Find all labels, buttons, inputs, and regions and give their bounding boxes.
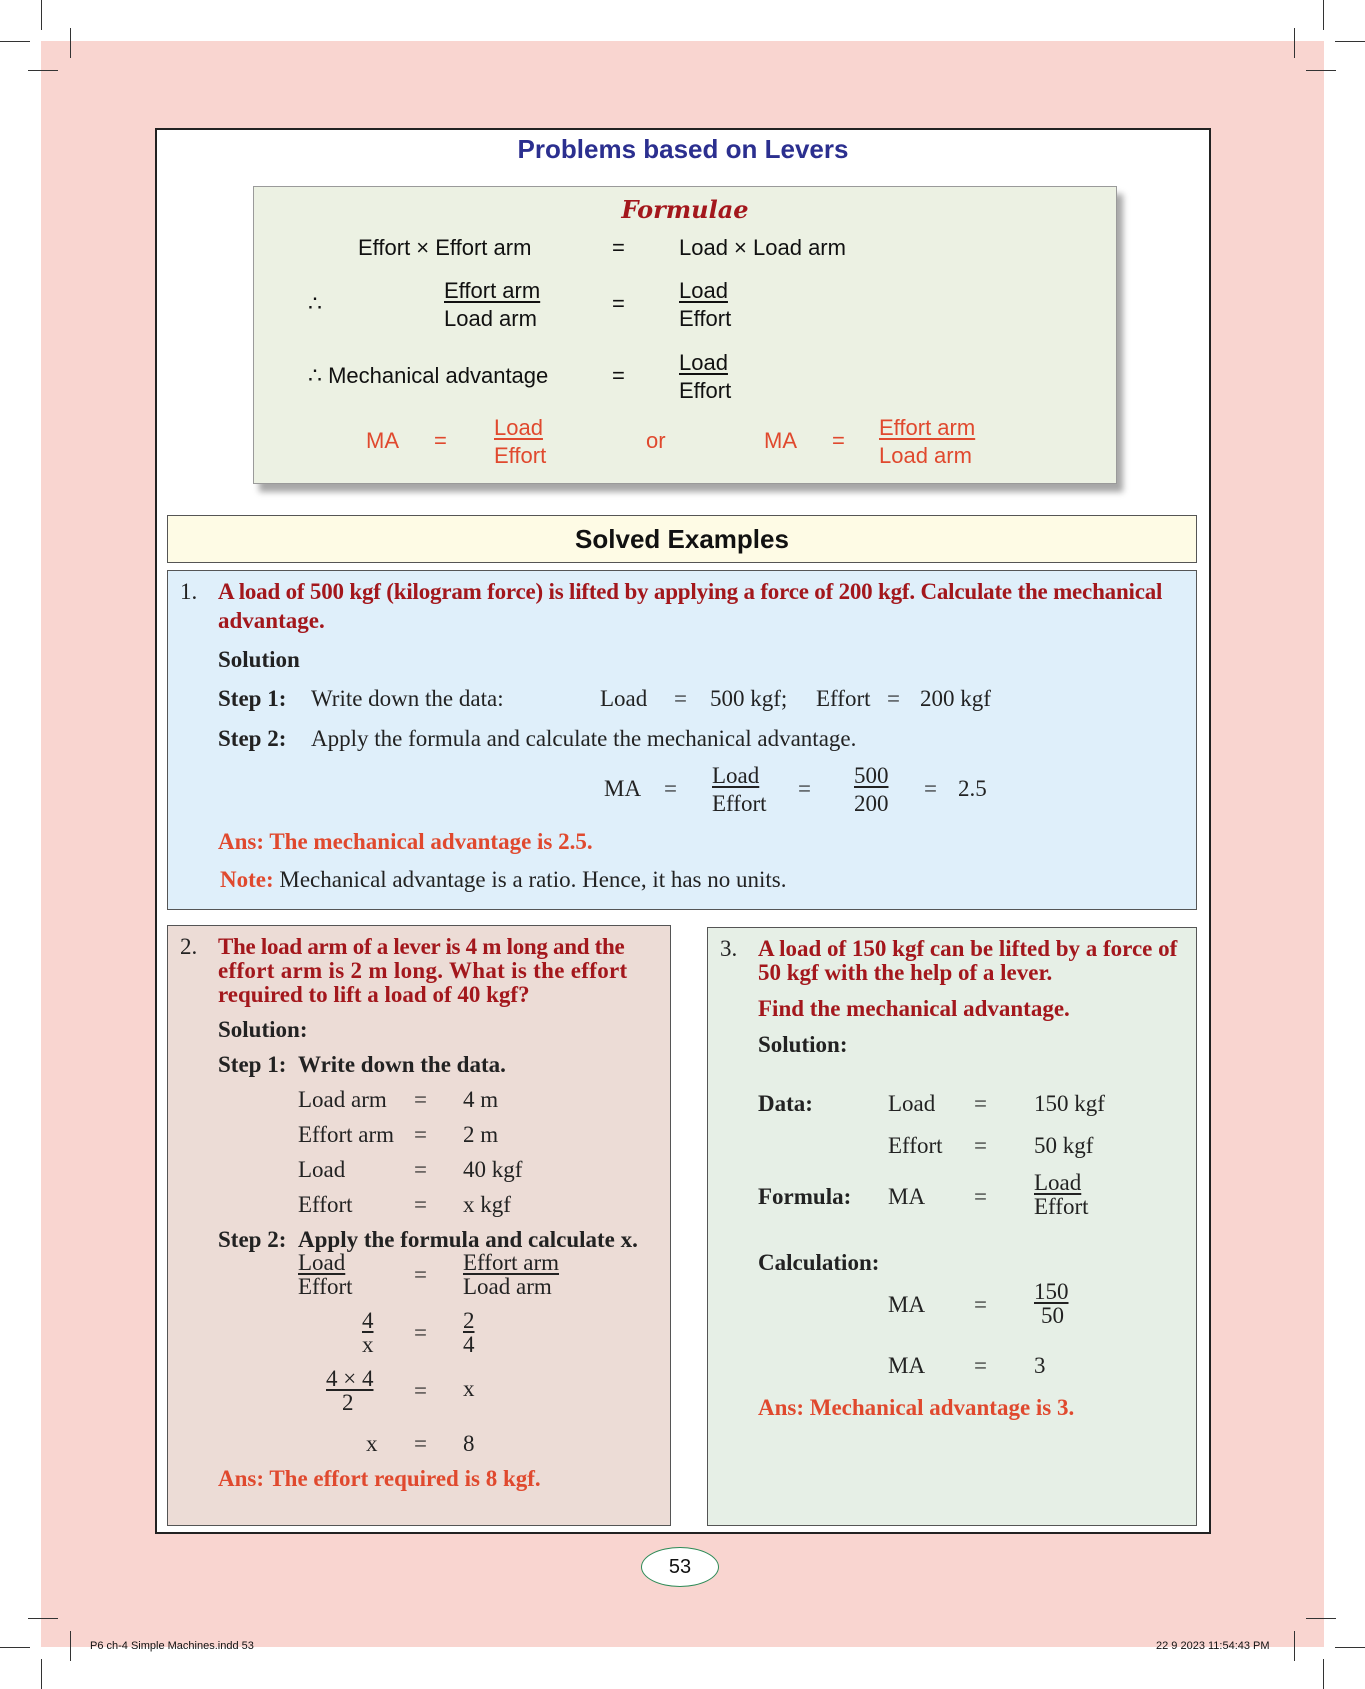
example-1-note [220, 867, 787, 893]
crop-mark [1323, 0, 1324, 30]
ex2-eq1-rden: Load arm [463, 1274, 552, 1299]
note-label: Note: [220, 867, 274, 892]
crop-mark [28, 70, 58, 71]
ex1-data-load-val: 500 kgf; [710, 686, 788, 711]
ma-label-1: MA [366, 428, 399, 453]
ex2-data-eq: = [414, 1157, 427, 1182]
ex3-calc2-value: 3 [1034, 1353, 1046, 1378]
example-1-number: 1. [180, 579, 198, 604]
ex2-eq1-lnum: Load [298, 1250, 346, 1275]
ex2-eq3-lden: 2 [342, 1390, 354, 1415]
ex1-data-effort-val: 200 kgf [920, 686, 991, 711]
page-number: 53 [641, 1547, 719, 1587]
ex2-data-value: 2 m [463, 1122, 499, 1147]
ex3-formula-num: Load [1034, 1170, 1082, 1195]
ex2-data-value: 40 kgf [463, 1157, 523, 1182]
ex3-formula-eq: = [974, 1184, 987, 1209]
crop-mark [41, 0, 42, 30]
ex3-data-value: 150 kgf [1034, 1091, 1105, 1116]
ex1-calc-den1: Effort [712, 791, 767, 816]
ex2-eq2-rden: 4 [463, 1332, 475, 1357]
ex1-calc-eq1: = [664, 776, 677, 801]
crop-mark [1306, 70, 1336, 71]
example-1-step2-label: Step 2: [218, 726, 287, 751]
example-3-question-line2: 50 kgf with the help of a lever. [758, 960, 1053, 985]
ex2-eq1-eq: = [414, 1262, 427, 1287]
crop-mark [70, 1631, 71, 1661]
crop-mark [1335, 41, 1365, 42]
formula-line2-rden: Effort [679, 306, 732, 331]
ex3-data-eq: = [974, 1091, 987, 1116]
ex2-data-value: x kgf [463, 1192, 511, 1217]
example-3-number: 3. [720, 936, 738, 961]
ex3-data-label: Load [888, 1091, 936, 1116]
crop-mark [1294, 1631, 1295, 1661]
ex1-calc-result: 2.5 [958, 776, 987, 801]
example-1-question-line2: advantage. [218, 608, 325, 633]
formulae-heading: Formulae [621, 195, 749, 224]
ex3-calc2-eq: = [974, 1353, 987, 1378]
example-2-question-line2: effort arm is 2 m long. What is the effort [218, 958, 628, 983]
ex2-eq1-lden: Effort [298, 1274, 353, 1299]
formula-line3-eq: = [612, 363, 625, 388]
ex2-data-eq: = [414, 1122, 427, 1147]
ex3-data-value: 50 kgf [1034, 1133, 1094, 1158]
example-1-box [167, 570, 1197, 910]
ex1-calc-eq3: = [924, 776, 937, 801]
ex2-eq2-lnum: 4 [362, 1308, 374, 1333]
ma-label-2: MA [764, 428, 797, 453]
formula-line2-eq: = [612, 291, 625, 316]
example-3-answer: Ans: Mechanical advantage is 3. [758, 1395, 1075, 1420]
ex2-data-label: Effort [298, 1192, 353, 1217]
crop-mark [1306, 1618, 1336, 1619]
formula-line3-left: ∴ Mechanical advantage [308, 363, 549, 388]
ma-eq-2: = [832, 428, 845, 453]
ex3-formula-den: Effort [1034, 1194, 1089, 1219]
ex1-calc-eq2: = [798, 776, 811, 801]
ex2-eq2-lden: x [362, 1332, 374, 1357]
ex1-data-load: Load [600, 686, 648, 711]
example-2-answer: Ans: The effort required is 8 kgf. [218, 1466, 541, 1491]
crop-mark [70, 28, 71, 58]
ex2-eq3-eq: = [414, 1378, 427, 1403]
ex1-calc-num1: Load [712, 763, 760, 788]
example-3-solution: Solution: [758, 1032, 848, 1057]
ex3-data-label: Effort [888, 1133, 943, 1158]
example-2-question-line3: required to lift a load of 40 kgf? [218, 982, 530, 1007]
ex3-data-eq: = [974, 1133, 987, 1158]
example-2-question-line1: The load arm of a lever is 4 m long and the [218, 934, 625, 959]
formula-line1-eq: = [612, 235, 625, 260]
example-1-question-line1: A load of 500 kgf (kilogram force) is lifted by applying a force of 200 kgf. Calculate the mechanical [218, 579, 1163, 604]
slug-file-info: P6 ch-4 Simple Machines.indd 53 [90, 1640, 254, 1652]
crop-mark [0, 1647, 30, 1648]
ma-eq-1: = [434, 428, 447, 453]
ex3-calc1-eq: = [974, 1292, 987, 1317]
ex2-eq4-left: x [366, 1431, 378, 1456]
slug-timestamp: 22 9 2023 11:54:43 PM [1156, 1640, 1270, 1652]
example-3-data-label: Data: [758, 1091, 813, 1116]
ex1-data-eq1: = [674, 686, 687, 711]
example-2-number: 2. [180, 934, 198, 959]
ex2-eq3-lnum: 4 × 4 [326, 1366, 374, 1391]
example-1-solution: Solution [218, 647, 300, 672]
formula-line3-rnum: Load [679, 350, 728, 375]
formula-line3-rden: Effort [679, 378, 732, 403]
ma-num-2: Effort arm [879, 415, 976, 440]
therefore-symbol: ∴ [308, 291, 322, 316]
formula-line2-rnum: Load [679, 278, 728, 303]
crop-mark [1335, 1647, 1365, 1648]
ma-den-2: Load arm [879, 443, 972, 468]
ex2-eq1-rnum: Effort arm [463, 1250, 560, 1275]
ex3-calc1-num: 150 [1034, 1279, 1069, 1304]
note-text: Mechanical advantage is a ratio. Hence, it has no units. [273, 867, 787, 892]
crop-mark [0, 41, 30, 42]
ma-num-1: Load [494, 415, 543, 440]
example-3-calc-label: Calculation: [758, 1250, 880, 1275]
ex1-calc-den2: 200 [854, 791, 889, 816]
ma-den-1: Effort [494, 443, 547, 468]
example-2-step2-text: Apply the formula and calculate x. [298, 1227, 638, 1252]
ex1-calc-ma: MA [604, 776, 642, 801]
example-2-step2-label: Step 2: [218, 1227, 287, 1252]
example-3-find: Find the mechanical advantage. [758, 996, 1070, 1021]
ex2-data-eq: = [414, 1192, 427, 1217]
example-3-formula-label: Formula: [758, 1184, 852, 1209]
ex2-data-label: Effort arm [298, 1122, 395, 1147]
formulae-box [253, 186, 1117, 484]
example-2-box [167, 925, 671, 1526]
ex3-formula-ma: MA [888, 1184, 926, 1209]
page-title: Problems based on Levers [517, 134, 849, 164]
ex3-calc2-ma: MA [888, 1353, 926, 1378]
ex2-eq4-eq: = [414, 1431, 427, 1456]
crop-mark [41, 1659, 42, 1689]
ex3-calc1-den: 50 [1041, 1303, 1064, 1328]
ex2-eq3-right: x [463, 1376, 475, 1401]
example-3-box [707, 927, 1197, 1526]
ex2-data-value: 4 m [463, 1087, 499, 1112]
crop-mark [1323, 1659, 1324, 1689]
formula-line2-num: Effort arm [444, 278, 541, 303]
example-2-step1-text: Write down the data. [298, 1052, 506, 1077]
example-1-step1-label: Step 1: [218, 686, 287, 711]
formula-line1-left: Effort × Effort arm [358, 235, 532, 260]
ex1-calc-num2: 500 [854, 763, 889, 788]
crop-mark [28, 1618, 58, 1619]
or-text: or [646, 428, 666, 453]
ex2-eq2-eq: = [414, 1320, 427, 1345]
ex2-eq4-right: 8 [463, 1431, 475, 1456]
example-2-solution: Solution: [218, 1017, 308, 1042]
ex2-data-eq: = [414, 1087, 427, 1112]
example-3-question-line1: A load of 150 kgf can be lifted by a force of [758, 936, 1178, 961]
formula-line1-right: Load × Load arm [679, 235, 846, 260]
example-1-step2-text: Apply the formula and calculate the mechanical advantage. [311, 726, 857, 751]
example-1-answer: Ans: The mechanical advantage is 2.5. [218, 829, 593, 854]
content-frame [155, 128, 1211, 1534]
ex3-calc1-ma: MA [888, 1292, 926, 1317]
formula-line2-den: Load arm [444, 306, 537, 331]
ex1-data-effort: Effort [816, 686, 871, 711]
ex2-data-label: Load arm [298, 1087, 387, 1112]
ex2-eq2-rnum: 2 [463, 1308, 475, 1333]
solved-examples-heading: Solved Examples [167, 515, 1197, 563]
ex2-data-label: Load [298, 1157, 346, 1182]
example-1-step1-text: Write down the data: [311, 686, 504, 711]
crop-mark [1294, 28, 1295, 58]
example-2-step1-label: Step 1: [218, 1052, 287, 1077]
ex1-data-eq2: = [887, 686, 900, 711]
